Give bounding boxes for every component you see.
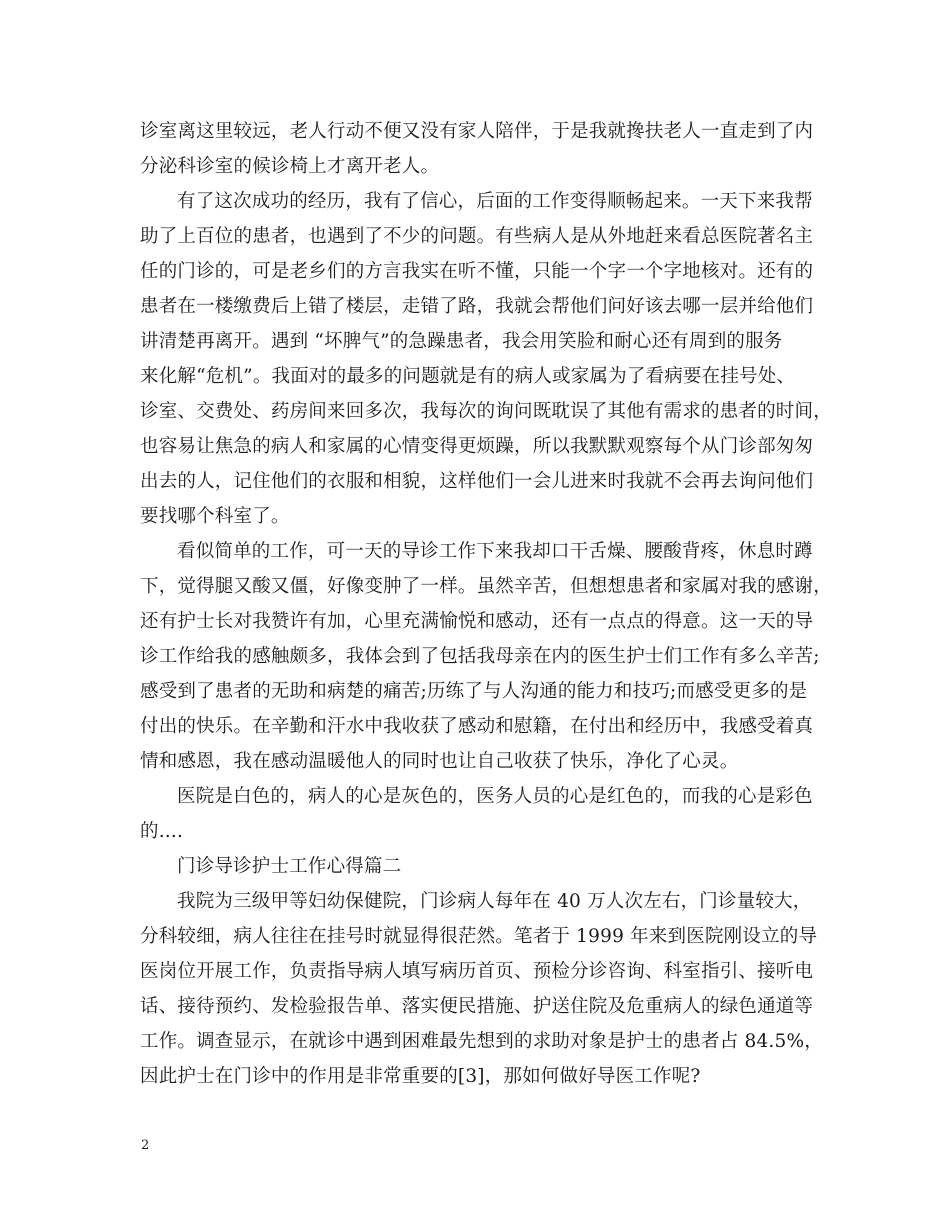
- text-line: 助了上百位的患者，也遇到了不少的问题。有些病人是从外地赶来看总医院著名主: [140, 226, 814, 247]
- text-line: 诊室、交费处、药房间来回多次，我每次的询问既耽误了其他有需求的患者的时间，: [140, 401, 832, 422]
- text-line: 分科较细，病人往往在挂号时就显得很茫然。笔者于 1999 年来到医院刚设立的导: [140, 926, 818, 947]
- text-line: 来化解“危机”。我面对的最多的问题就是有的病人或家属为了看病要在挂号处、: [140, 366, 796, 387]
- text-line: 分泌科诊室的候诊椅上才离开老人。: [140, 156, 440, 177]
- text-line: 讲清楚再离开。遇到 “坏脾气”的急躁患者，我会用笑脸和耐心还有周到的服务: [140, 331, 783, 352]
- text-line: 情和感恩，我在感动温暖他人的同时也让自己收获了快乐，净化了心灵。: [140, 751, 739, 772]
- page-number: 2: [141, 1138, 150, 1153]
- text-line: 的....: [140, 821, 184, 842]
- text-line: 出去的人，记住他们的衣服和相貌，这样他们一会儿进来时我就不会再去询问他们: [140, 471, 814, 492]
- text-line: 因此护士在门诊中的作用是非常重要的[3]，那如何做好导医工作呢?: [140, 1066, 701, 1087]
- text-line: 任的门诊的，可是老乡们的方言我实在听不懂，只能一个字一个字地核对。还有的: [140, 261, 814, 282]
- text-line: 看似简单的工作，可一天的导诊工作下来我却口干舌燥、腰酸背疼，休息时蹲: [177, 541, 813, 562]
- text-line: 诊工作给我的感触颇多，我体会到了包括我母亲在内的医生护士们工作有多么辛苦;: [140, 646, 820, 667]
- text-line: 还有护士长对我赞许有加，心里充满愉悦和感动，还有一点点的得意。这一天的导: [140, 611, 814, 632]
- text-line: 话、接待预约、发检验报告单、落实便民措施、护送住院及危重病人的绿色通道等: [140, 996, 814, 1017]
- text-line: 有了这次成功的经历，我有了信心，后面的工作变得顺畅起来。一天下来我帮: [177, 191, 813, 212]
- text-line: 要找哪个科室了。: [140, 506, 290, 527]
- text-line: 诊室离这里较远，老人行动不便又没有家人陪伴，于是我就搀扶老人一直走到了内: [140, 121, 814, 142]
- text-line: 也容易让焦急的病人和家属的心情变得更烦躁，所以我默默观察每个从门诊部匆匆: [140, 436, 814, 457]
- text-line: 医岗位开展工作，负责指导病人填写病历首页、预检分诊咨询、科室指引、接听电: [140, 961, 814, 982]
- text-line: 我院为三级甲等妇幼保健院，门诊病人每年在 40 万人次左右，门诊量较大，: [177, 891, 812, 912]
- text-line: 感受到了患者的无助和病楚的痛苦;历练了与人沟通的能力和技巧;而感受更多的是: [140, 681, 808, 702]
- text-line: 患者在一楼缴费后上错了楼层，走错了路，我就会帮他们问好该去哪一层并给他们: [140, 296, 814, 317]
- text-line: 门诊导诊护士工作心得篇二: [177, 856, 402, 877]
- document-body: [140, 114, 832, 1094]
- text-line: 医院是白色的，病人的心是灰色的，医务人员的心是红色的，而我的心是彩色: [177, 786, 813, 807]
- text-line: 工作。调查显示，在就诊中遇到困难最先想到的求助对象是护士的患者占 84.5%，: [140, 1031, 823, 1052]
- text-line: 付出的快乐。在辛勤和汗水中我收获了感动和慰籍，在付出和经历中，我感受着真: [140, 716, 814, 737]
- text-line: 下，觉得腿又酸又僵，好像变肿了一样。虽然辛苦，但想想患者和家属对我的感谢，: [140, 576, 832, 597]
